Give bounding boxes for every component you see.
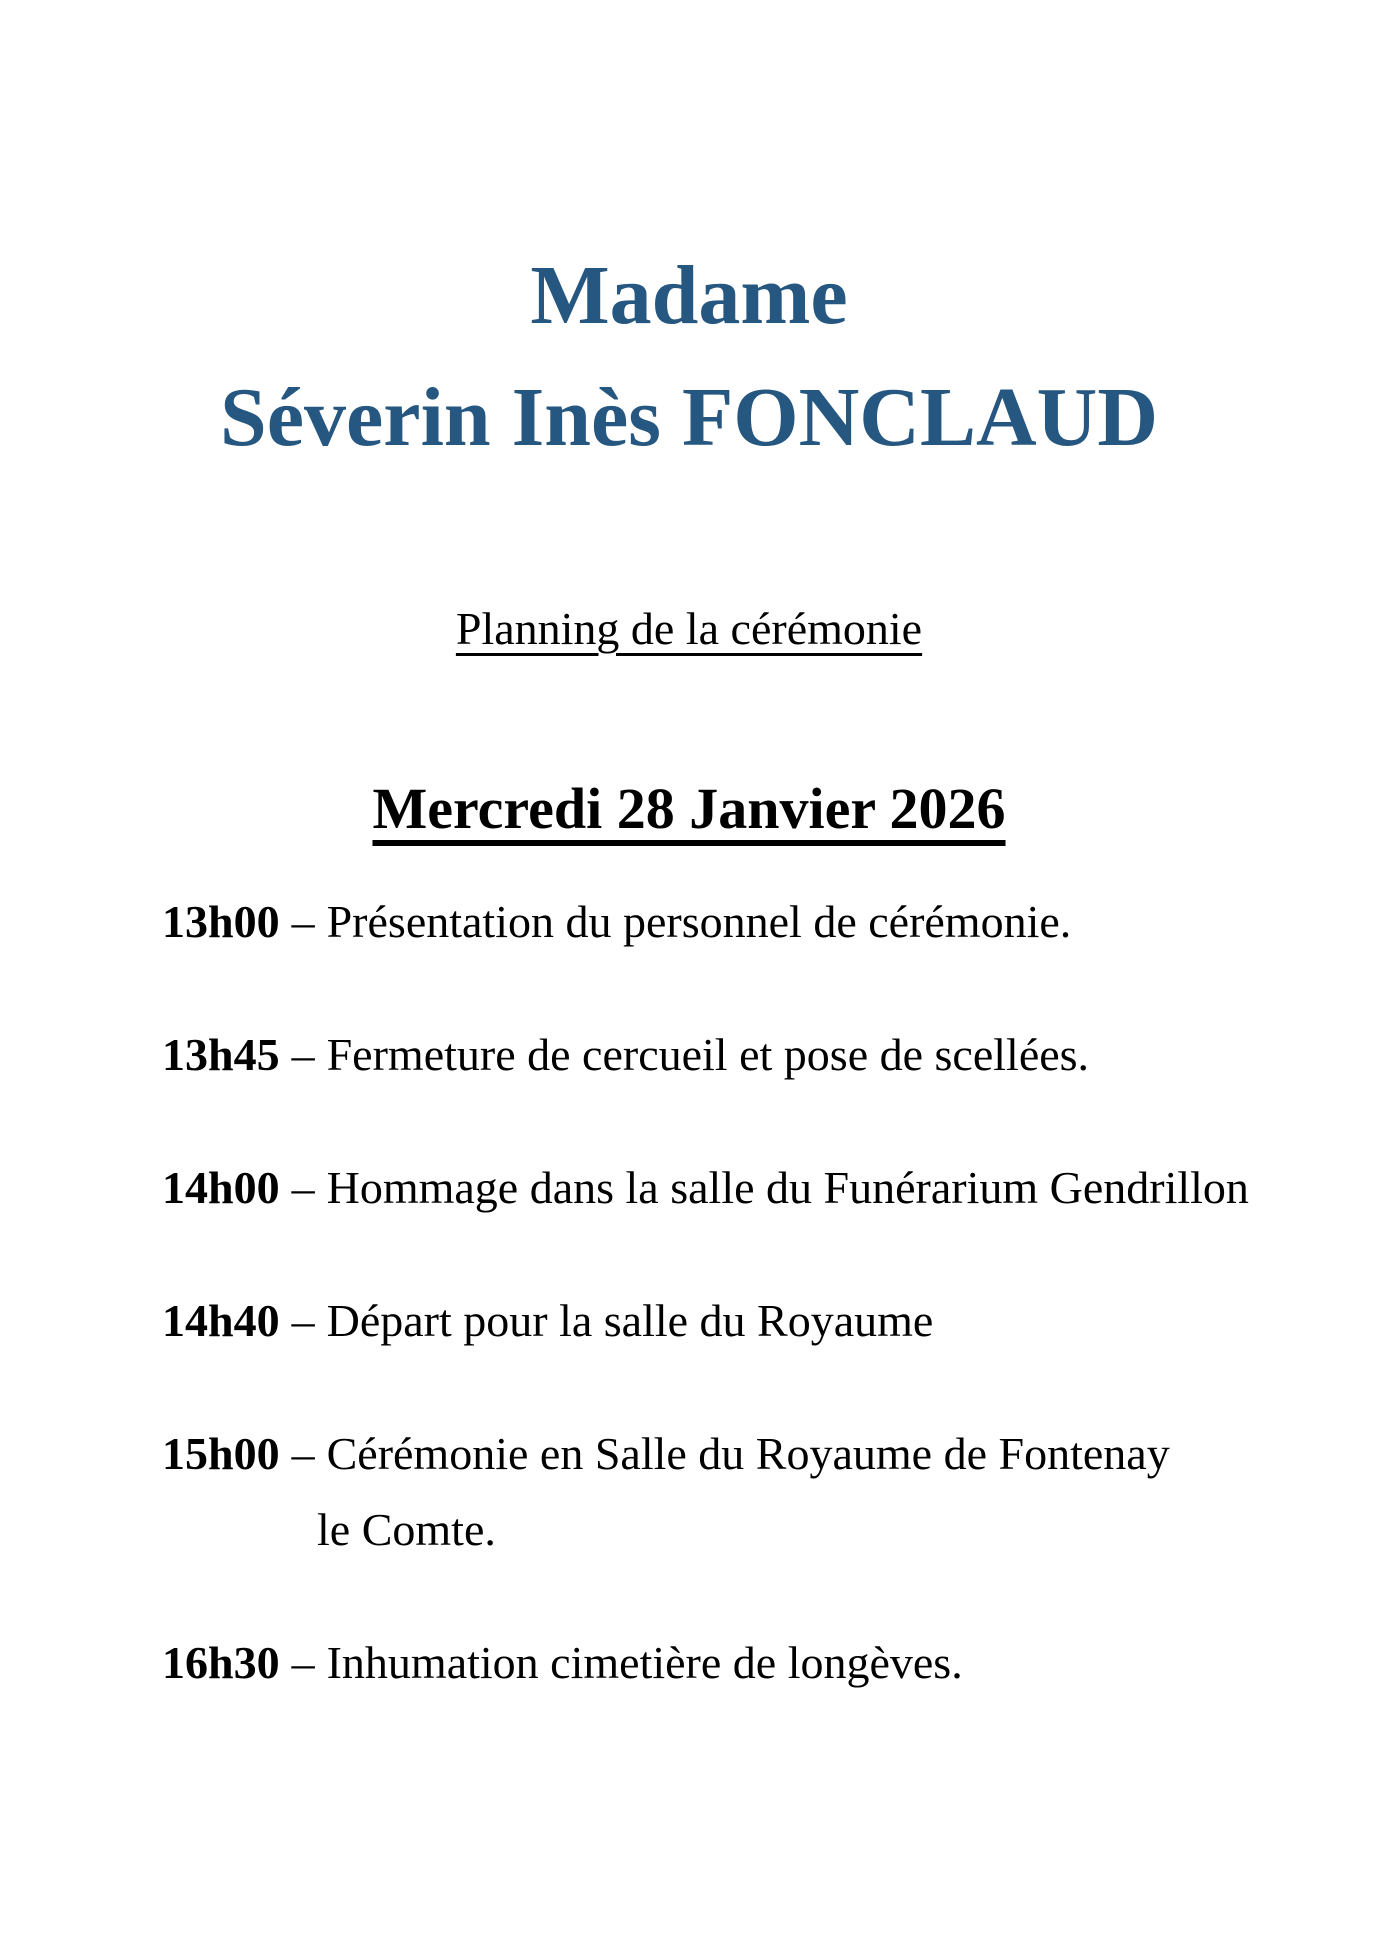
item-dash: – [291, 1029, 315, 1081]
schedule-item-13h45 [162, 1025, 1288, 1085]
schedule-item-line [162, 1424, 1288, 1484]
date-heading: Mercredi 28 Janvier 2026 [372, 775, 1006, 841]
item-text: Présentation du personnel de cérémonie. [326, 896, 1072, 948]
schedule-item-line [162, 1633, 1288, 1693]
deceased-name-title [0, 235, 1378, 479]
item-dash: – [291, 1428, 315, 1480]
item-text: Cérémonie en Salle du Royaume de Fontenay [326, 1428, 1170, 1480]
schedule-item-line [162, 892, 1288, 952]
item-time: 13h45 [162, 1029, 280, 1081]
item-dash: – [291, 1295, 315, 1347]
item-text: Hommage dans la salle du Funérarium Gendrillon [326, 1162, 1249, 1214]
title-line-full-name: Séverin Inès FONCLAUD [220, 370, 1158, 464]
item-time: 14h00 [162, 1162, 280, 1214]
item-text: Départ pour la salle du Royaume [326, 1295, 934, 1347]
item-dash: – [291, 1162, 315, 1214]
schedule-item-13h00 [162, 892, 1288, 952]
item-dash: – [291, 896, 315, 948]
ceremony-planning-subtitle: Planning de la cérémonie [455, 602, 923, 654]
item-dash: – [291, 1637, 315, 1689]
item-text: Inhumation cimetière de longèves. [326, 1637, 963, 1689]
schedule-item-line [162, 1158, 1288, 1218]
schedule-item-16h30 [162, 1633, 1288, 1693]
item-time: 14h40 [162, 1295, 280, 1347]
item-time: 16h30 [162, 1637, 280, 1689]
schedule-item-15h00 [162, 1424, 1288, 1560]
schedule-item-14h40 [162, 1291, 1288, 1351]
item-time: 13h00 [162, 896, 280, 948]
title-line-madame: Madame [530, 249, 848, 342]
item-time: 15h00 [162, 1428, 280, 1480]
item-text-continuation: le Comte. [317, 1504, 496, 1556]
schedule-item-line [162, 1025, 1288, 1085]
item-text: Fermeture de cercueil et pose de scellées. [326, 1029, 1090, 1081]
schedule-list [0, 892, 1378, 1693]
schedule-item-line [162, 1291, 1288, 1351]
schedule-item-14h00 [162, 1158, 1288, 1218]
